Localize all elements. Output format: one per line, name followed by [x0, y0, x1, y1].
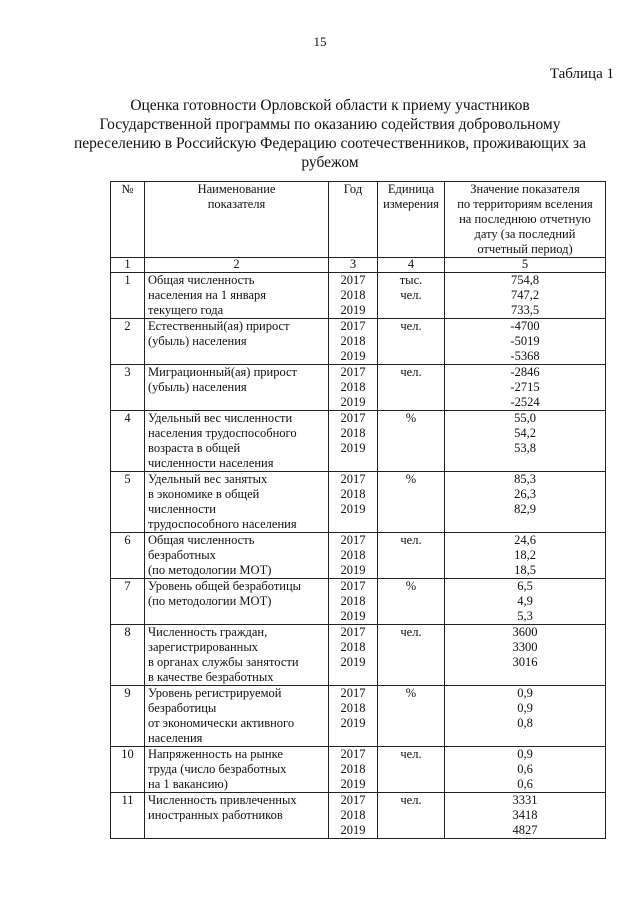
header-line: на последнюю отчетную [459, 212, 591, 226]
year-cell-line: 2019 [340, 441, 366, 455]
indicator-name-line: Численность привлеченных [148, 793, 297, 807]
year-cell [329, 273, 378, 319]
value-cell-line: 55,0 [514, 411, 536, 425]
value-cell-line: -2846 [510, 365, 540, 379]
header-value [445, 182, 606, 258]
value-cell-line: 6,5 [517, 579, 533, 593]
unit-cell [378, 686, 445, 747]
indicator-name-line: в органах службы занятости [148, 655, 299, 669]
title-line: переселению в Российскую Федерацию соотечественников, проживающих за [73, 135, 587, 152]
value-cell-line: 0,9 [517, 686, 533, 700]
table-row [111, 579, 606, 625]
header-line: дату (за последний [474, 227, 576, 241]
unit-cell [378, 273, 445, 319]
value-cell-line: 18,5 [514, 563, 536, 577]
value-cell [445, 365, 606, 411]
row-number: 2 [111, 319, 145, 365]
table-row [111, 319, 606, 365]
indicator-name [145, 793, 329, 839]
column-number: 3 [329, 258, 378, 273]
column-number: 2 [145, 258, 329, 273]
year-cell-line: 2019 [340, 716, 366, 730]
year-cell-line: 2017 [340, 625, 366, 639]
indicator-name-line: возраста в общей [148, 441, 241, 455]
year-cell [329, 625, 378, 686]
unit-cell-line: % [405, 579, 417, 593]
unit-cell [378, 579, 445, 625]
year-cell [329, 472, 378, 533]
table-row [111, 625, 606, 686]
table-row [111, 365, 606, 411]
table-row [111, 747, 606, 793]
indicator-name [145, 273, 329, 319]
unit-cell-line: % [405, 411, 417, 425]
unit-cell [378, 625, 445, 686]
indicator-name [145, 579, 329, 625]
value-cell-line: 54,2 [514, 426, 536, 440]
title-line: Оценка готовности Орловской области к приему участников [130, 97, 530, 114]
indicator-name-line: зарегистрированных [148, 640, 259, 654]
value-cell [445, 747, 606, 793]
year-cell-line: 2019 [340, 655, 366, 669]
year-cell-line: 2019 [340, 777, 366, 791]
value-cell-line: -4700 [510, 319, 540, 333]
indicator-name [145, 533, 329, 579]
value-cell-line: -2524 [510, 395, 540, 409]
column-number-row [111, 258, 606, 273]
value-cell-line: -5368 [510, 349, 540, 363]
unit-cell [378, 365, 445, 411]
value-cell [445, 411, 606, 472]
indicator-name-line: текущего года [148, 303, 224, 317]
row-number: 8 [111, 625, 145, 686]
unit-cell [378, 533, 445, 579]
value-cell-line: 733,5 [510, 303, 540, 317]
table-row [111, 686, 606, 747]
table-caption: Таблица 1 [549, 66, 614, 82]
column-number: 4 [378, 258, 445, 273]
header-line: показателя [207, 197, 266, 211]
value-cell [445, 319, 606, 365]
year-cell-line: 2018 [340, 288, 366, 302]
unit-cell-line: чел. [400, 747, 422, 761]
indicator-name-line: от экономически активного [148, 716, 295, 730]
unit-cell-line: чел. [400, 625, 422, 639]
value-cell-line: 3016 [512, 655, 538, 669]
table-row [111, 533, 606, 579]
value-cell-line: 0,6 [517, 762, 533, 776]
value-cell [445, 472, 606, 533]
year-cell [329, 686, 378, 747]
unit-cell [378, 411, 445, 472]
unit-cell-line: тыс. [399, 273, 423, 287]
column-number: 1 [111, 258, 145, 273]
unit-cell-line: % [405, 472, 417, 486]
year-cell-line: 2017 [340, 319, 366, 333]
year-cell-line: 2018 [340, 640, 366, 654]
indicator-name [145, 747, 329, 793]
table-header-row [111, 182, 606, 258]
unit-cell [378, 793, 445, 839]
column-number: 5 [445, 258, 606, 273]
value-cell-line: 4,9 [517, 594, 533, 608]
unit-cell-line: чел. [400, 793, 422, 807]
indicator-name-line: труда (число безработных [148, 762, 287, 776]
indicator-name-line: населения [148, 731, 203, 745]
year-cell [329, 793, 378, 839]
year-cell-line: 2019 [340, 823, 366, 837]
row-number: 10 [111, 747, 145, 793]
year-cell-line: 2019 [340, 303, 366, 317]
year-cell [329, 533, 378, 579]
indicator-name-line: (убыль) населения [148, 334, 247, 348]
indicator-name-line: безработицы [148, 701, 217, 715]
header-year: Год [329, 182, 378, 258]
indicator-name-line: Естественный(ая) прирост [148, 319, 290, 333]
indicator-name-line: Миграционный(ая) прирост [148, 365, 298, 379]
indicator-name-line: населения трудоспособного [148, 426, 297, 440]
indicator-name-line: населения на 1 января [148, 288, 266, 302]
value-cell-line: 3600 [512, 625, 538, 639]
indicator-name [145, 686, 329, 747]
header-line: отчетный период) [477, 242, 573, 256]
indicator-name-line: численности [148, 502, 216, 516]
value-cell-line: 53,8 [514, 441, 536, 455]
header-line: измерения [383, 197, 439, 211]
year-cell [329, 411, 378, 472]
indicator-name-line: (убыль) населения [148, 380, 247, 394]
unit-cell-line: % [405, 686, 417, 700]
indicator-name-line: Уровень регистрируемой [148, 686, 282, 700]
indicator-name-line: Общая численность [148, 533, 255, 547]
indicator-name-line: на 1 вакансию) [148, 777, 228, 791]
indicator-name-line: в экономике в общей [148, 487, 260, 501]
row-number: 9 [111, 686, 145, 747]
indicator-name [145, 411, 329, 472]
value-cell [445, 625, 606, 686]
indicator-name-line: в качестве безработных [148, 670, 274, 684]
value-cell [445, 793, 606, 839]
indicator-name-line: (по методологии МОТ) [148, 563, 272, 577]
value-cell-line: 0,8 [517, 716, 533, 730]
year-cell-line: 2018 [340, 701, 366, 715]
unit-cell-line: чел. [400, 288, 422, 302]
value-cell-line: 0,9 [517, 747, 533, 761]
year-cell-line: 2017 [340, 273, 366, 287]
year-cell-line: 2018 [340, 594, 366, 608]
value-cell-line: 82,9 [514, 502, 536, 516]
unit-cell [378, 747, 445, 793]
year-cell-line: 2019 [340, 349, 366, 363]
year-cell-line: 2018 [340, 762, 366, 776]
value-cell-line: 24,6 [514, 533, 536, 547]
title-line: Государственной программы по оказанию содействия добровольному [99, 116, 561, 133]
indicator-name-line: Удельный вес занятых [148, 472, 268, 486]
year-cell-line: 2017 [340, 472, 366, 486]
year-cell-line: 2017 [340, 411, 366, 425]
value-cell-line: 747,2 [510, 288, 540, 302]
row-number: 4 [111, 411, 145, 472]
header-unit [378, 182, 445, 258]
value-cell-line: 3418 [512, 808, 538, 822]
indicator-name-line: безработных [148, 548, 216, 562]
indicator-name-line: трудоспособного населения [148, 517, 297, 531]
value-cell-line: 26,3 [514, 487, 536, 501]
year-cell-line: 2019 [340, 502, 366, 516]
row-number: 6 [111, 533, 145, 579]
header-line: по территориям вселения [457, 197, 593, 211]
indicator-name-line: Уровень общей безработицы [148, 579, 302, 593]
unit-cell-line: чел. [400, 319, 422, 333]
value-cell-line: 85,3 [514, 472, 536, 486]
indicator-name-line: численности населения [148, 456, 274, 470]
table-row [111, 273, 606, 319]
year-cell [329, 579, 378, 625]
year-cell-line: 2018 [340, 548, 366, 562]
value-cell-line: 754,8 [510, 273, 540, 287]
unit-cell [378, 472, 445, 533]
indicator-table [110, 181, 606, 839]
page-number: 15 [313, 34, 327, 49]
indicator-name [145, 319, 329, 365]
unit-cell-line: чел. [400, 365, 422, 379]
year-cell-line: 2019 [340, 395, 366, 409]
indicator-name-line: Общая численность [148, 273, 255, 287]
year-cell-line: 2017 [340, 747, 366, 761]
document-title [60, 96, 600, 172]
year-cell-line: 2019 [340, 609, 366, 623]
indicator-name-line: иностранных работников [148, 808, 283, 822]
value-cell-line: -5019 [510, 334, 540, 348]
year-cell-line: 2017 [340, 365, 366, 379]
year-cell-line: 2018 [340, 426, 366, 440]
value-cell-line: 3300 [512, 640, 538, 654]
value-cell-line: 0,6 [517, 777, 533, 791]
indicator-name-line: Напряженность на рынке [148, 747, 283, 761]
unit-cell-line: чел. [400, 533, 422, 547]
value-cell-line: -2715 [510, 380, 540, 394]
indicator-name [145, 625, 329, 686]
indicator-name-line: Численность граждан, [148, 625, 268, 639]
row-number: 3 [111, 365, 145, 411]
table-row [111, 411, 606, 472]
row-number: 7 [111, 579, 145, 625]
indicator-name-line: (по методологии МОТ) [148, 594, 272, 608]
year-cell-line: 2018 [340, 487, 366, 501]
title-line: рубежом [301, 154, 359, 171]
unit-cell [378, 319, 445, 365]
header-number: № [111, 182, 145, 258]
value-cell [445, 579, 606, 625]
value-cell-line: 3331 [512, 793, 538, 807]
table-row [111, 472, 606, 533]
row-number: 1 [111, 273, 145, 319]
year-cell-line: 2017 [340, 533, 366, 547]
year-cell [329, 365, 378, 411]
row-number: 11 [111, 793, 145, 839]
header-indicator-name [145, 182, 329, 258]
year-cell-line: 2018 [340, 334, 366, 348]
value-cell [445, 686, 606, 747]
header-line: Наименование [197, 182, 276, 196]
year-cell-line: 2018 [340, 808, 366, 822]
year-cell-line: 2017 [340, 793, 366, 807]
indicator-name [145, 472, 329, 533]
indicator-name-line: Удельный вес численности [148, 411, 293, 425]
year-cell [329, 319, 378, 365]
value-cell-line: 5,3 [517, 609, 533, 623]
table-row [111, 793, 606, 839]
value-cell-line: 18,2 [514, 548, 536, 562]
header-line: Единица [387, 182, 435, 196]
header-line: Значение показателя [470, 182, 580, 196]
value-cell-line: 4827 [512, 823, 538, 837]
year-cell-line: 2017 [340, 686, 366, 700]
year-cell [329, 747, 378, 793]
year-cell-line: 2017 [340, 579, 366, 593]
value-cell-line: 0,9 [517, 701, 533, 715]
value-cell [445, 273, 606, 319]
year-cell-line: 2018 [340, 380, 366, 394]
value-cell [445, 533, 606, 579]
row-number: 5 [111, 472, 145, 533]
indicator-name [145, 365, 329, 411]
year-cell-line: 2019 [340, 563, 366, 577]
